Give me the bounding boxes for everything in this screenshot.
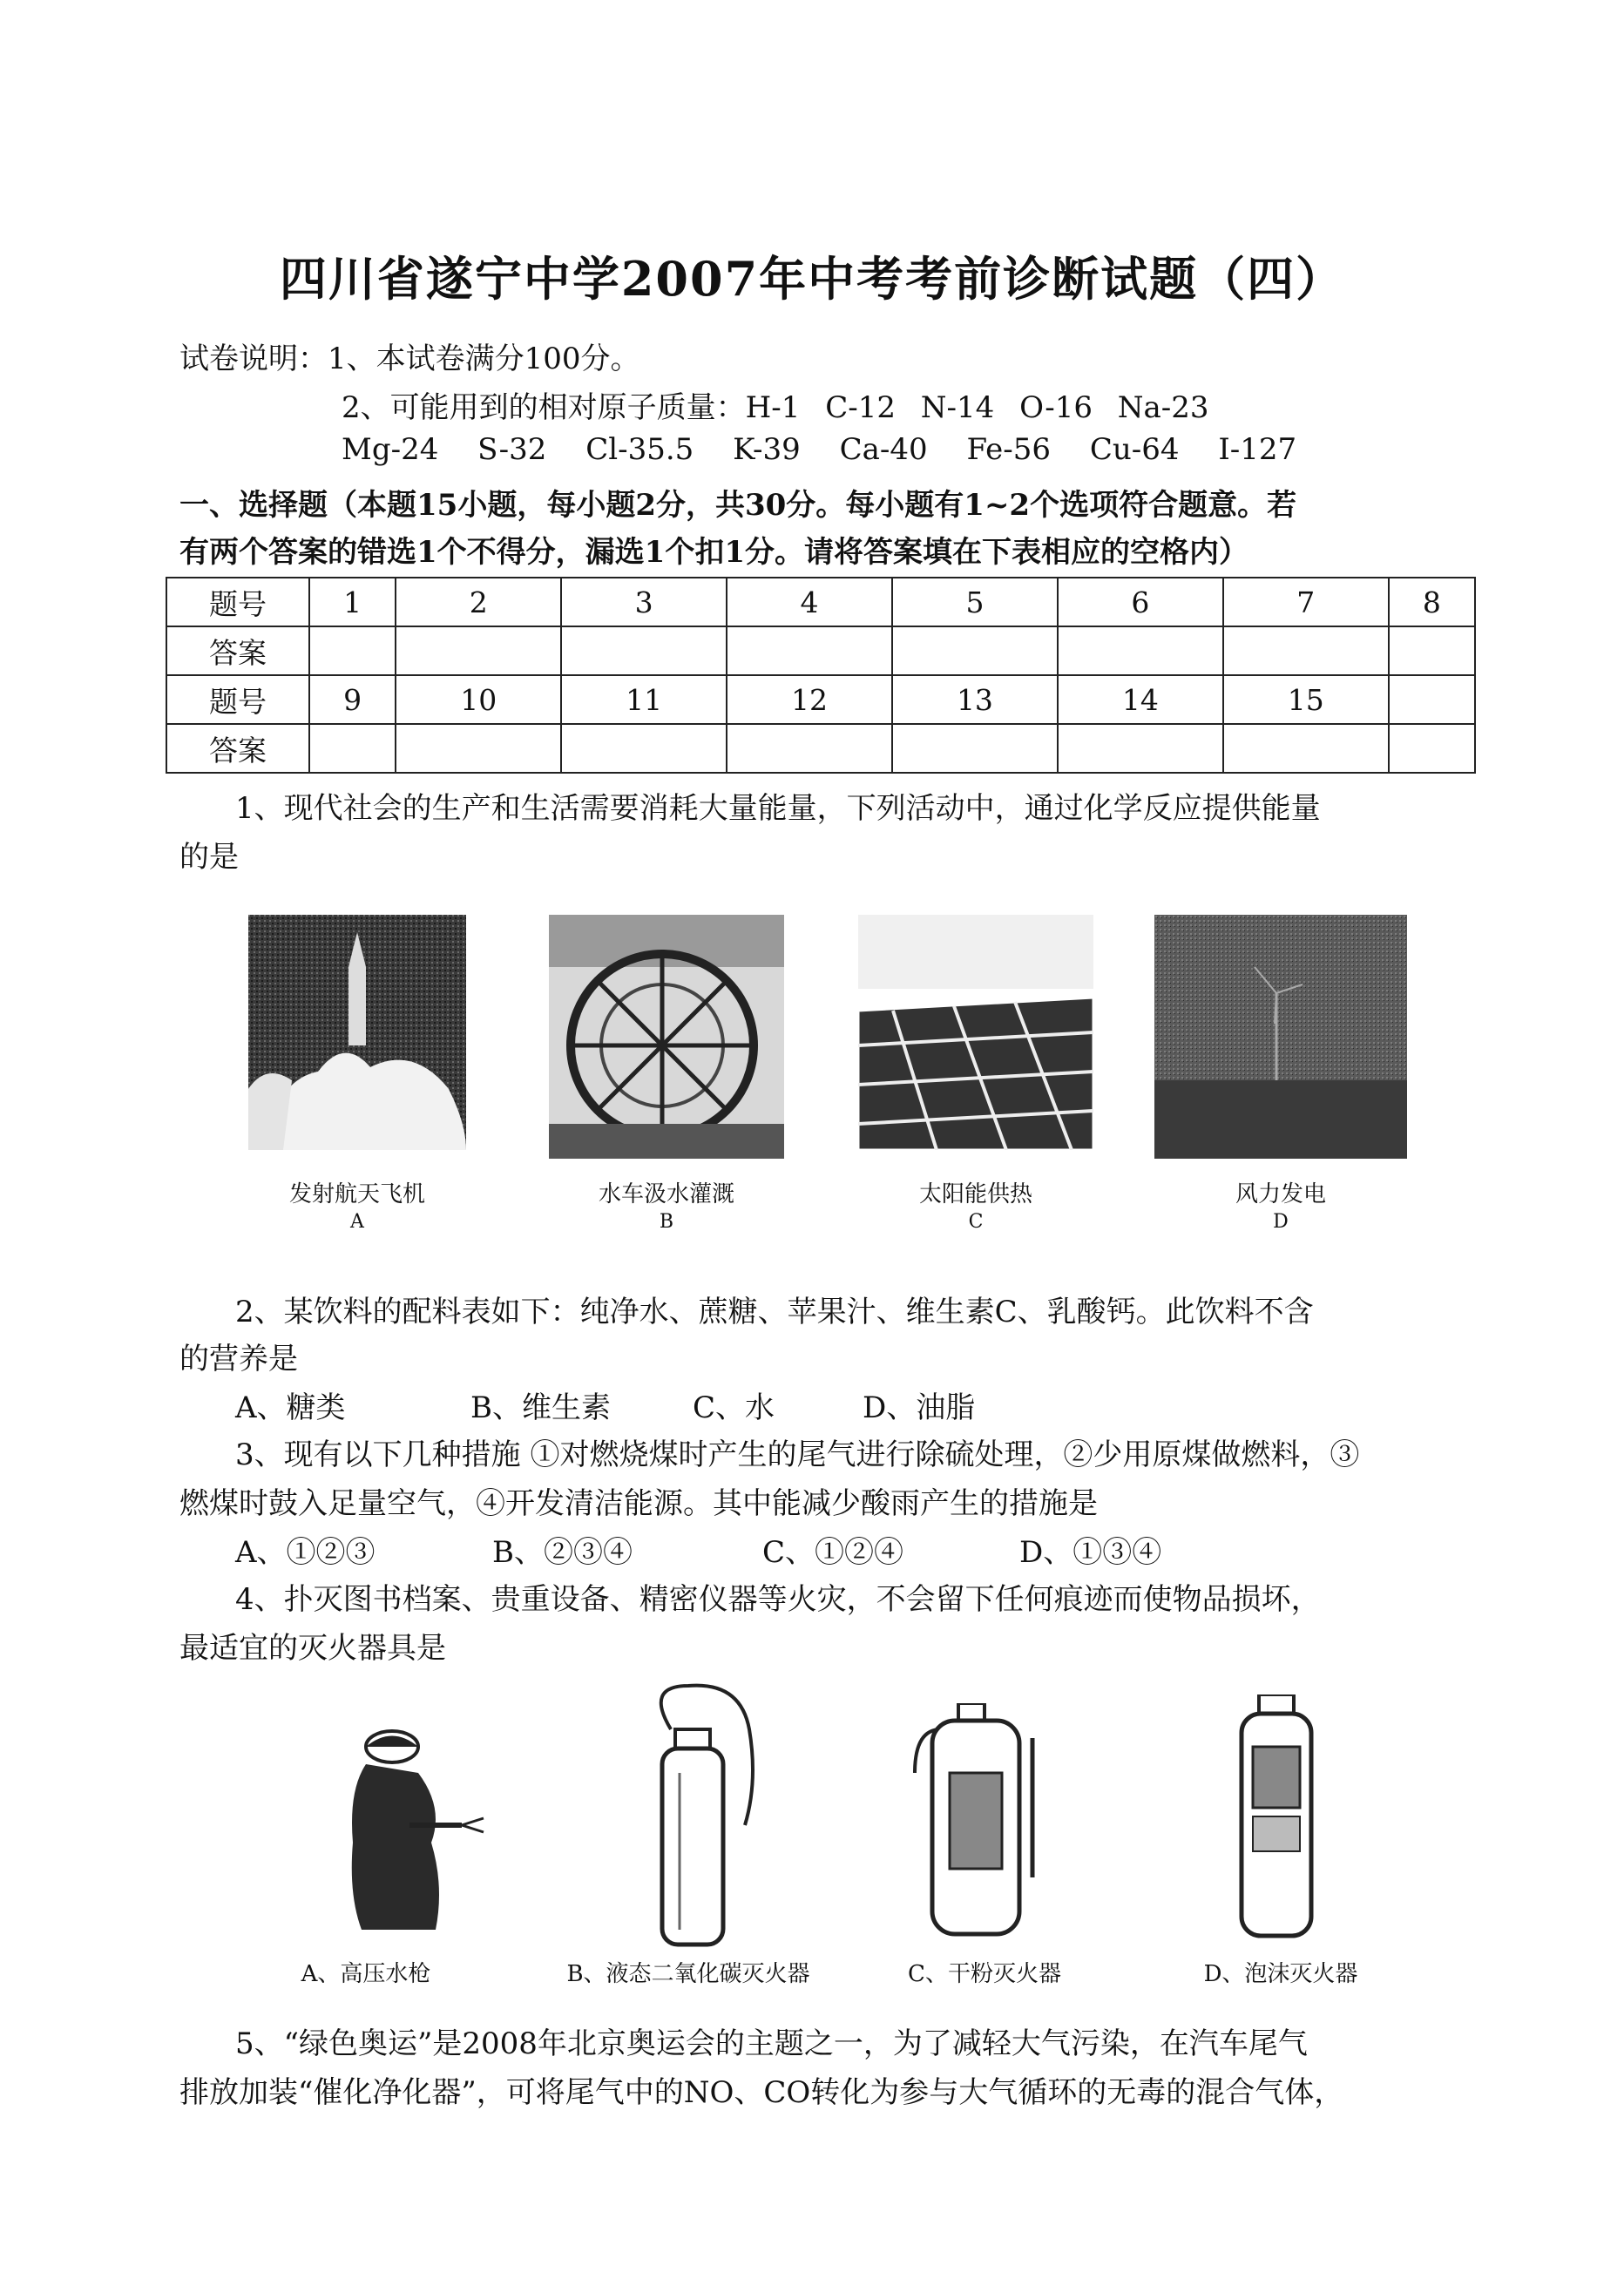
q3-stem-line-1: 3、现有以下几种措施 ①对燃烧煤时产生的尾气进行除硫处理，②少用原煤做燃料，③ [235, 1437, 1360, 1472]
table-row [166, 675, 1475, 724]
question-number-cell: 10 [396, 675, 561, 724]
answer-cell[interactable] [561, 626, 727, 675]
row-label-question: 题号 [166, 675, 309, 724]
answer-cell[interactable] [396, 626, 561, 675]
table-row [166, 578, 1475, 626]
q2-stem-line-1: 2、某饮料的配料表如下：纯净水、蔗糖、苹果汁、维生素C、乳酸钙。此饮料不含 [235, 1295, 1314, 1329]
answer-cell[interactable] [727, 724, 892, 773]
answer-cell[interactable] [396, 724, 561, 773]
answer-cell[interactable] [892, 724, 1058, 773]
question-number-cell: 2 [396, 578, 561, 626]
question-number-cell: 11 [561, 675, 727, 724]
note-1: 1、本试卷满分100分。 [328, 342, 640, 376]
q2-option-a: A、糖类 [235, 1390, 346, 1425]
q1-figure [248, 915, 1424, 1263]
question-number-cell: 3 [561, 578, 727, 626]
q4-option-caption: C、干粉灭火器 [908, 1961, 1061, 1987]
q1-option-letter: D [1273, 1211, 1289, 1233]
foam-extinguisher-image [1228, 1694, 1324, 1938]
q4-figure [235, 1677, 1403, 1991]
q1-option-caption: 太阳能供热 [918, 1181, 1032, 1207]
q2-option-d: D、油脂 [863, 1390, 976, 1425]
space-shuttle-launch-image [248, 915, 466, 1150]
q1-stem-line-1: 1、现代社会的生产和生活需要消耗大量能量，下列活动中，通过化学反应提供能量 [235, 791, 1321, 826]
q4-stem-line-2: 最适宜的灭火器具是 [179, 1631, 446, 1666]
q1-option-letter: A [350, 1211, 364, 1233]
answer-cell[interactable] [1389, 724, 1475, 773]
question-number-cell: 4 [727, 578, 892, 626]
answer-cell[interactable] [1389, 626, 1475, 675]
question-number-cell [1389, 675, 1475, 724]
q3-stem-line-2: 燃煤时鼓入足量空气，④开发清洁能源。其中能减少酸雨产生的措施是 [179, 1486, 1098, 1521]
notes-label: 试卷说明： [179, 342, 328, 376]
q3-option-d: D、①③④ [1019, 1535, 1162, 1570]
table-row [166, 626, 1475, 675]
q3-option-c: C、①②④ [762, 1535, 904, 1570]
question-number-cell: 13 [892, 675, 1058, 724]
answer-cell[interactable] [309, 724, 396, 773]
answer-cell[interactable] [1223, 626, 1389, 675]
note-2: 2、可能用到的相对原子质量：H-1 C-12 N-14 O-16 Na-23 [342, 390, 1209, 425]
answer-cell[interactable] [892, 626, 1058, 675]
q1-option-letter: B [659, 1211, 674, 1233]
section1-instructions-line-2: 有两个答案的错选1个不得分，漏选1个扣1分。请将答案填在下表相应的空格内） [179, 535, 1248, 570]
table-row [166, 724, 1475, 773]
q5-stem-line-2: 排放加装“催化净化器”，可将尾气中的NO、CO转化为参与大气循环的无毒的混合气体， [179, 2075, 1344, 2110]
q5-stem-line-1: 5、“绿色奥运”是2008年北京奥运会的主题之一，为了减轻大气污染，在汽车尾气 [235, 2026, 1308, 2061]
q3-options [235, 1528, 1161, 1571]
q2-option-b: B、维生素 [470, 1390, 611, 1425]
dry-powder-extinguisher-image [906, 1703, 1054, 1938]
q3-option-a: A、①②③ [235, 1535, 376, 1570]
q2-option-c: C、水 [693, 1390, 775, 1425]
page-title: 四川省遂宁中学2007年中考考前诊断试题（四） [279, 251, 1345, 307]
water-wheel-image [549, 915, 784, 1159]
q4-option-caption: B、液态二氧化碳灭火器 [566, 1961, 810, 1987]
question-number-cell: 8 [1389, 578, 1475, 626]
answer-cell[interactable] [1058, 724, 1223, 773]
q2-options [235, 1383, 975, 1426]
question-number-cell: 9 [309, 675, 396, 724]
q4-stem-line-1: 4、扑灭图书档案、贵重设备、精密仪器等火灾，不会留下任何痕迹而使物品损坏， [235, 1582, 1321, 1617]
row-label-answer: 答案 [166, 724, 309, 773]
q1-option-letter: C [968, 1211, 984, 1233]
q1-option-caption: 风力发电 [1235, 1181, 1326, 1207]
answer-cell[interactable] [561, 724, 727, 773]
row-label-answer: 答案 [166, 626, 309, 675]
question-number-cell: 6 [1058, 578, 1223, 626]
question-number-cell: 12 [727, 675, 892, 724]
answer-cell[interactable] [727, 626, 892, 675]
question-number-cell: 15 [1223, 675, 1389, 724]
q1-option-caption: 发射航天飞机 [288, 1181, 425, 1207]
note-3: Mg-24 S-32 Cl-35.5 K-39 Ca-40 Fe-56 Cu-64 I-127 [342, 432, 1297, 467]
q1-option-caption: 水车汲水灌溉 [598, 1181, 734, 1207]
answer-cell[interactable] [309, 626, 396, 675]
answer-table [166, 577, 1476, 774]
question-number-cell: 7 [1223, 578, 1389, 626]
co2-extinguisher-image [636, 1677, 767, 1947]
question-number-cell: 1 [309, 578, 396, 626]
answer-cell[interactable] [1223, 724, 1389, 773]
section1-instructions-line-1: 一、选择题（本题15小题，每小题2分，共30分。每小题有1~2个选项符合题意。若 [179, 488, 1297, 523]
question-number-cell: 14 [1058, 675, 1223, 724]
q2-stem-line-2: 的营养是 [179, 1342, 298, 1376]
q3-option-b: B、②③④ [492, 1535, 633, 1570]
question-number-cell: 5 [892, 578, 1058, 626]
solar-heating-image [858, 915, 1093, 1150]
q4-option-caption: D、泡沫灭火器 [1203, 1961, 1358, 1987]
notes-line-1 [179, 335, 640, 377]
row-label-question: 题号 [166, 578, 309, 626]
q1-stem-line-2: 的是 [179, 840, 239, 875]
answer-cell[interactable] [1058, 626, 1223, 675]
q4-option-caption: A、高压水枪 [301, 1961, 431, 1987]
firefighter-hose-image [314, 1712, 488, 1938]
wind-power-image [1154, 915, 1407, 1159]
